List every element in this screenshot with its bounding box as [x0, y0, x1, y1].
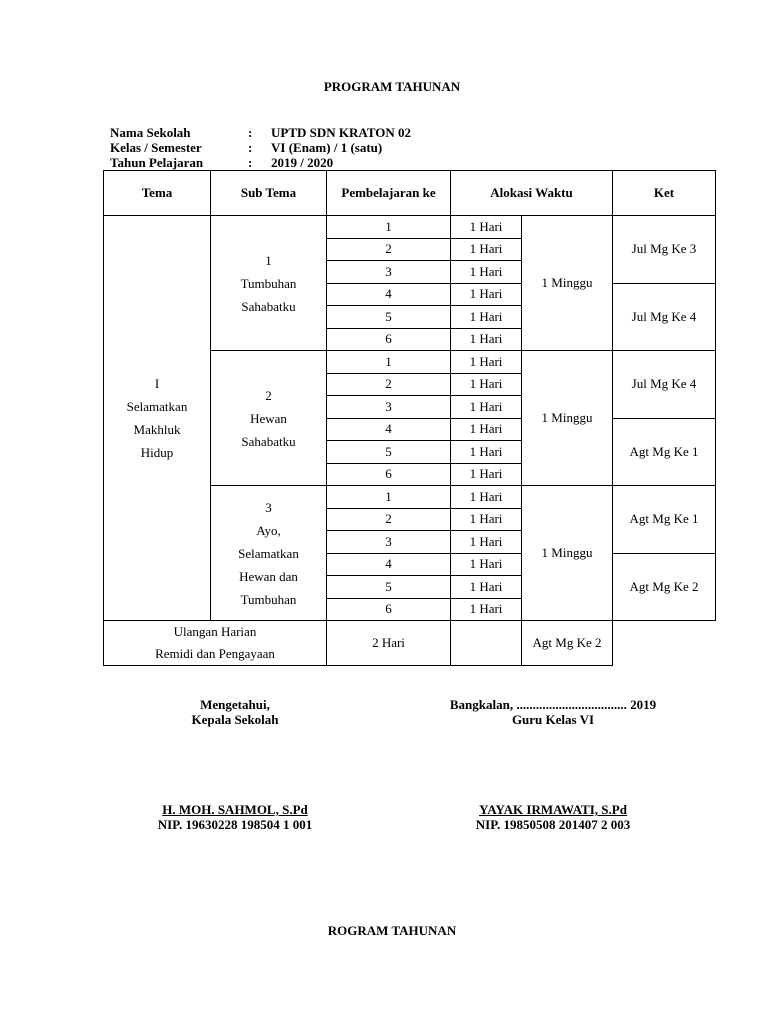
lesson-number: 5 [327, 576, 451, 599]
ulangan-ket: Agt Mg Ke 2 [522, 621, 613, 666]
lesson-hari: 1 Hari [451, 283, 522, 306]
ket-cell: Jul Mg Ke 4 [613, 283, 716, 351]
header-pembelajaran: Pembelajaran ke [327, 171, 451, 216]
subtema-line: 1 [265, 252, 272, 268]
lesson-hari: 1 Hari [451, 576, 522, 599]
lesson-number: 4 [327, 553, 451, 576]
subtema-line: Selamatkan [238, 545, 299, 561]
school-info [110, 125, 411, 170]
lesson-hari: 1 Hari [451, 351, 522, 374]
lesson-number: 5 [327, 306, 451, 329]
header-tema: Tema [104, 171, 211, 216]
lesson-hari: 1 Hari [451, 598, 522, 621]
minggu-cell: 1 Minggu [522, 351, 613, 486]
subtema-line: Tumbuhan [240, 275, 297, 291]
signature-right [403, 697, 703, 727]
lesson-hari: 1 Hari [451, 508, 522, 531]
tema-cell [104, 216, 211, 621]
footer-title: ROGRAM TAHUNAN [327, 923, 457, 938]
teacher-nip: NIP. 19850508 201407 2 003 [475, 817, 631, 832]
info-row-year [110, 155, 411, 170]
signature-left [110, 697, 360, 727]
lesson-hari: 1 Hari [451, 531, 522, 554]
tema-line: Selamatkan [126, 399, 188, 414]
lesson-hari: 1 Hari [451, 396, 522, 419]
info-colon: : [248, 125, 253, 140]
subtema-line: Hewan dan [239, 568, 298, 584]
lesson-hari: 1 Hari [451, 486, 522, 509]
ket-cell: Agt Mg Ke 1 [613, 486, 716, 554]
subtema-line: 2 [265, 387, 272, 403]
table-header-row [104, 171, 716, 216]
lesson-number: 6 [327, 463, 451, 486]
table-row-ulangan [104, 621, 716, 666]
info-value: VI (Enam) / 1 (satu) [271, 140, 383, 155]
signature-right-name [403, 802, 703, 832]
signature-right-line2: Guru Kelas VI [511, 712, 595, 727]
subtema-line: Hewan [250, 410, 287, 426]
minggu-cell: 1 Minggu [522, 216, 613, 351]
header-alokasi: Alokasi Waktu [451, 171, 613, 216]
lesson-number: 5 [327, 441, 451, 464]
ulangan-empty [451, 621, 522, 666]
lesson-number: 4 [327, 418, 451, 441]
info-label: Kelas / Semester [110, 140, 202, 155]
info-colon: : [248, 155, 253, 170]
signature-right-line1: Bangkalan, .................................. 2019 [449, 697, 657, 712]
lesson-number: 1 [327, 216, 451, 239]
lesson-hari: 1 Hari [451, 261, 522, 284]
info-row-class [110, 140, 411, 155]
table-row [104, 216, 716, 239]
teacher-name: YAYAK IRMAWATI, S.Pd [479, 802, 627, 817]
lesson-hari: 1 Hari [451, 328, 522, 351]
info-label: Nama Sekolah [110, 125, 191, 140]
subtema-cell [211, 351, 327, 486]
headmaster-nip: NIP. 19630228 198504 1 001 [157, 817, 313, 832]
ket-cell: Jul Mg Ke 3 [613, 216, 716, 284]
headmaster-name: H. MOH. SAHMOL, S.Pd [162, 802, 308, 817]
minggu-cell: 1 Minggu [522, 486, 613, 621]
lesson-hari: 1 Hari [451, 216, 522, 239]
subtema-line: Sahabatku [241, 433, 296, 449]
info-row-school [110, 125, 411, 140]
signature-left-line1: Mengetahui, [200, 697, 270, 712]
program-table [103, 170, 716, 666]
ulangan-line: Ulangan Harian [173, 624, 257, 639]
signature-left-name [110, 802, 360, 832]
lesson-hari: 1 Hari [451, 463, 522, 486]
info-value: 2019 / 2020 [271, 155, 334, 170]
lesson-hari: 1 Hari [451, 238, 522, 261]
lesson-number: 2 [327, 508, 451, 531]
lesson-number: 3 [327, 396, 451, 419]
lesson-number: 6 [327, 598, 451, 621]
info-value: UPTD SDN KRATON 02 [271, 125, 412, 140]
lesson-number: 1 [327, 351, 451, 374]
ulangan-line: Remidi dan Pengayaan [155, 646, 275, 661]
lesson-number: 4 [327, 283, 451, 306]
lesson-number: 2 [327, 238, 451, 261]
tema-line: Hidup [140, 445, 174, 460]
header-subtema: Sub Tema [211, 171, 327, 216]
ket-cell: Agt Mg Ke 2 [613, 553, 716, 621]
tema-line: I [154, 376, 160, 391]
ulangan-alokasi: 2 Hari [327, 621, 451, 666]
ulangan-cell [104, 621, 327, 666]
subtema-line: Sahabatku [241, 298, 296, 314]
subtema-line: 3 [265, 499, 272, 515]
lesson-hari: 1 Hari [451, 441, 522, 464]
ket-cell: Agt Mg Ke 1 [613, 418, 716, 486]
lesson-number: 1 [327, 486, 451, 509]
subtema-cell [211, 486, 327, 621]
lesson-number: 6 [327, 328, 451, 351]
lesson-number: 3 [327, 261, 451, 284]
tema-line: Makhluk [133, 422, 181, 437]
info-colon: : [248, 140, 253, 155]
lesson-hari: 1 Hari [451, 373, 522, 396]
info-label: Tahun Pelajaran [110, 155, 204, 170]
subtema-line: Tumbuhan [240, 591, 297, 607]
lesson-number: 3 [327, 531, 451, 554]
lesson-hari: 1 Hari [451, 306, 522, 329]
subtema-line: Ayo, [256, 522, 281, 538]
header-ket: Ket [613, 171, 716, 216]
page-title: PROGRAM TAHUNAN [323, 79, 461, 94]
lesson-number: 2 [327, 373, 451, 396]
signature-left-line2: Kepala Sekolah [191, 712, 279, 727]
ket-cell: Jul Mg Ke 4 [613, 351, 716, 419]
lesson-hari: 1 Hari [451, 418, 522, 441]
subtema-cell [211, 216, 327, 351]
lesson-hari: 1 Hari [451, 553, 522, 576]
